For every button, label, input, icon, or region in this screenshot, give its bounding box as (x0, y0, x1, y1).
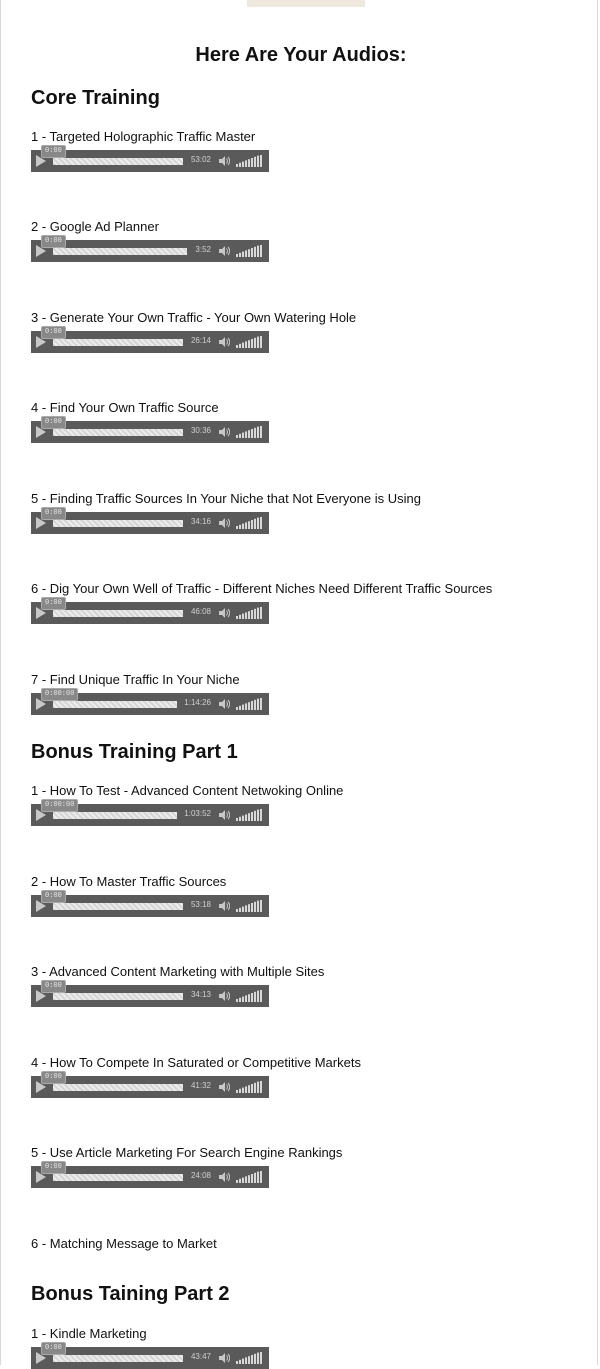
progress-bar[interactable] (53, 1174, 183, 1181)
volume-bars-icon[interactable] (236, 245, 264, 257)
speaker-icon[interactable] (218, 607, 230, 619)
duration-label: 53:18 (190, 900, 211, 909)
volume-bars-icon[interactable] (236, 809, 264, 821)
volume-bars-icon[interactable] (236, 900, 264, 912)
duration-label: 24:08 (190, 1171, 211, 1180)
audio-player (31, 690, 269, 715)
progress-bar[interactable] (53, 610, 183, 617)
audio-player (31, 509, 269, 534)
current-time-bubble: 0:00 (41, 416, 66, 429)
duration-label: 3:52 (195, 245, 211, 254)
duration-label: 34:13 (190, 990, 211, 999)
duration-label: 41:32 (190, 1081, 211, 1090)
duration-label: 53:02 (190, 155, 211, 164)
audio-player (31, 418, 269, 443)
speaker-icon[interactable] (218, 1352, 230, 1364)
progress-bar[interactable] (53, 248, 187, 255)
track-title: 5 - Finding Traffic Sources In Your Niche that Not Everyone is Using (31, 491, 421, 506)
volume-bars-icon[interactable] (236, 155, 264, 167)
speaker-icon[interactable] (218, 990, 230, 1002)
volume-bars-icon[interactable] (236, 426, 264, 438)
track-title: 4 - Find Your Own Traffic Source (31, 400, 219, 415)
speaker-icon[interactable] (218, 1171, 230, 1183)
speaker-icon[interactable] (218, 698, 230, 710)
duration-label: 43:47 (190, 1352, 211, 1361)
track-title: 6 - Matching Message to Market (31, 1236, 217, 1251)
duration-label: 1:03:52 (184, 809, 211, 818)
duration-label: 34:16 (190, 517, 211, 526)
volume-bars-icon[interactable] (236, 336, 264, 348)
audio-player (31, 1344, 269, 1369)
progress-bar[interactable] (53, 520, 183, 527)
header-image (247, 0, 365, 7)
progress-bar[interactable] (53, 993, 183, 1000)
speaker-icon[interactable] (218, 426, 230, 438)
track-title: 7 - Find Unique Traffic In Your Niche (31, 672, 240, 687)
audio-player (31, 599, 269, 624)
current-time-bubble: 0:00 (41, 145, 66, 158)
audio-player (31, 982, 269, 1007)
progress-bar[interactable] (53, 339, 183, 346)
section-title: Bonus Training Part 1 (31, 741, 238, 763)
speaker-icon[interactable] (218, 1081, 230, 1093)
current-time-bubble: 0:00 (41, 1161, 66, 1174)
progress-bar[interactable] (53, 812, 177, 819)
progress-bar[interactable] (53, 158, 183, 165)
volume-bars-icon[interactable] (236, 517, 264, 529)
track-title: 2 - How To Master Traffic Sources (31, 874, 227, 889)
speaker-icon[interactable] (218, 155, 230, 167)
track-title: 3 - Advanced Content Marketing with Multiple Sites (31, 964, 325, 979)
current-time-bubble: 0:00 (41, 1342, 66, 1355)
section-title: Bonus Taining Part 2 (31, 1283, 230, 1305)
duration-label: 30:36 (190, 426, 211, 435)
duration-label: 26:14 (190, 336, 211, 345)
audio-player (31, 801, 269, 826)
current-time-bubble: 0:00 (41, 980, 66, 993)
volume-bars-icon[interactable] (236, 698, 264, 710)
track-title: 4 - How To Compete In Saturated or Competitive Markets (31, 1055, 361, 1070)
audio-player (31, 1073, 269, 1098)
progress-bar[interactable] (53, 1084, 183, 1091)
track-title: 2 - Google Ad Planner (31, 219, 159, 234)
track-title: 5 - Use Article Marketing For Search Engine Rankings (31, 1145, 343, 1160)
speaker-icon[interactable] (218, 517, 230, 529)
current-time-bubble: 0:00:00 (41, 799, 78, 812)
current-time-bubble: 0:00 (41, 1071, 66, 1084)
progress-bar[interactable] (53, 903, 183, 910)
duration-label: 1:14:26 (184, 698, 211, 707)
page-title: Here Are Your Audios: (195, 44, 407, 66)
current-time-bubble: 0:00 (41, 507, 66, 520)
current-time-bubble: 0:00 (41, 890, 66, 903)
track-title: 6 - Dig Your Own Well of Traffic - Different Niches Need Different Traffic Sources (31, 581, 493, 596)
progress-bar[interactable] (53, 701, 177, 708)
speaker-icon[interactable] (218, 900, 230, 912)
speaker-icon[interactable] (218, 809, 230, 821)
audio-player (31, 328, 269, 353)
audio-player (31, 1163, 269, 1188)
current-time-bubble: 0:00 (41, 235, 66, 248)
current-time-bubble: 0:00 (41, 326, 66, 339)
speaker-icon[interactable] (218, 336, 230, 348)
track-title: 3 - Generate Your Own Traffic - Your Own Watering Hole (31, 310, 357, 325)
current-time-bubble: 0:00:00 (41, 688, 78, 701)
audio-player (31, 237, 269, 262)
audio-player (31, 892, 269, 917)
volume-bars-icon[interactable] (236, 1171, 264, 1183)
progress-bar[interactable] (53, 429, 183, 436)
track-title: 1 - Targeted Holographic Traffic Master (31, 129, 256, 144)
volume-bars-icon[interactable] (236, 990, 264, 1002)
track-title: 1 - How To Test - Advanced Content Netwoking Online (31, 783, 344, 798)
audio-player (31, 147, 269, 172)
speaker-icon[interactable] (218, 245, 230, 257)
track-title: 1 - Kindle Marketing (31, 1326, 147, 1341)
section-title: Core Training (31, 87, 160, 109)
current-time-bubble: 0:00 (41, 597, 66, 610)
progress-bar[interactable] (53, 1355, 183, 1362)
volume-bars-icon[interactable] (236, 1352, 264, 1364)
volume-bars-icon[interactable] (236, 607, 264, 619)
duration-label: 46:08 (190, 607, 211, 616)
volume-bars-icon[interactable] (236, 1081, 264, 1093)
